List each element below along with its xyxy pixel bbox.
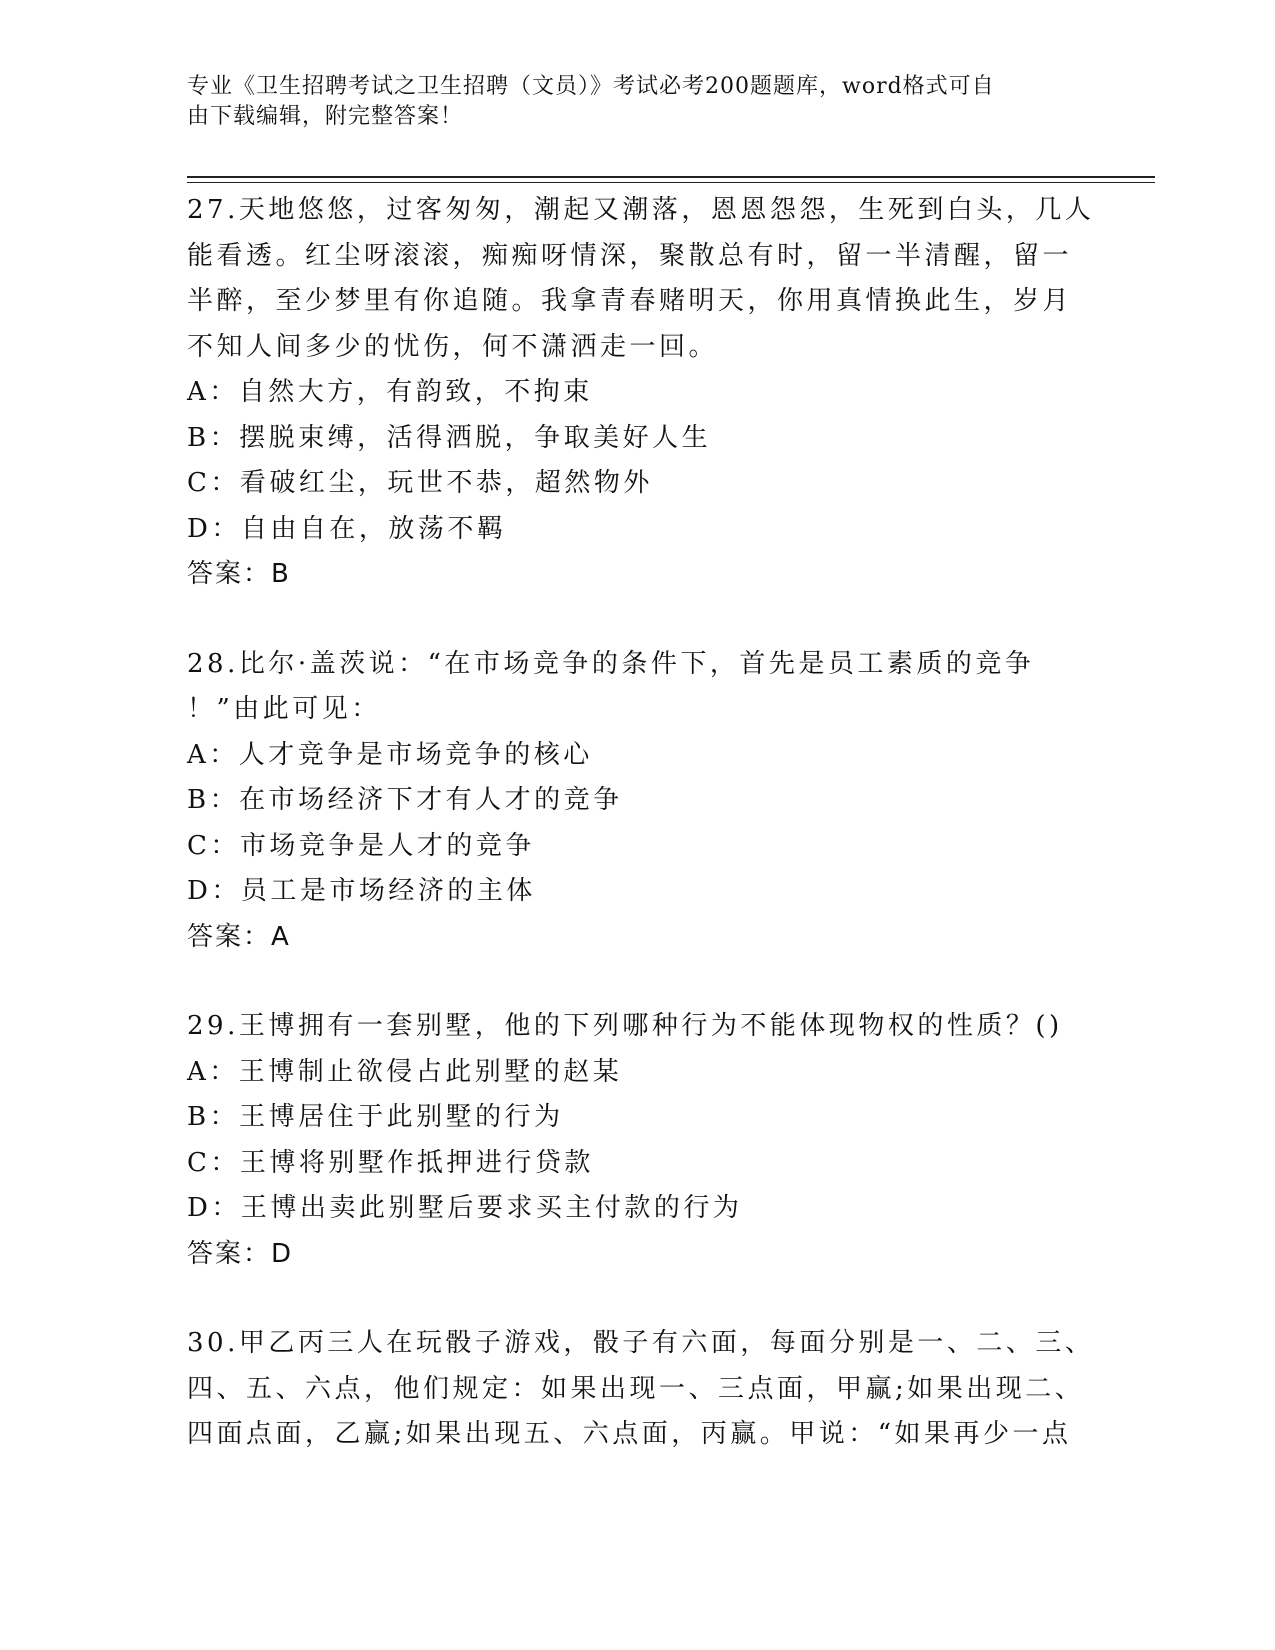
question-stem (187, 642, 1087, 733)
answer: 答案：A (187, 921, 291, 952)
answer: 答案：B (187, 559, 291, 589)
stem-line: 30.甲乙丙三人在玩骰子游戏，骰子有六面，每面分别是一、二、三、 (187, 1328, 1095, 1358)
document-header (187, 72, 1087, 132)
question-stem (187, 1321, 1095, 1458)
option-d: D：自由自在，放荡不羁 (187, 513, 507, 544)
stem-line: 28.比尔·盖茨说：“在市场竞争的条件下，首先是员工素质的竞争 (187, 648, 1035, 679)
question-stem (187, 188, 1095, 370)
stem-line: 27.天地悠悠，过客匆匆，潮起又潮落，恩恩怨怨，生死到白头，几人 (187, 195, 1095, 225)
stem-line: 四面点面，乙赢;如果出现五、六点面，丙赢。甲说：“如果再少一点 (187, 1419, 1072, 1449)
header-line: 由下载编辑，附完整答案！ (187, 104, 464, 129)
stem-line: ！”由此可见： (187, 694, 381, 724)
option-c: C：看破红尘，玩世不恭，超然物外 (187, 468, 653, 498)
question-29 (187, 1004, 1087, 1277)
option-a: A：王博制止欲侵占此别墅的赵某 (187, 1056, 623, 1087)
option-a: A：自然大方，有韵致，不拘束 (187, 377, 593, 407)
question-27 (187, 188, 1095, 598)
question-list (187, 188, 1095, 1502)
header-rule-thin (187, 182, 1155, 183)
stem-line: 不知人间多少的忧伤，何不潇洒走一回。 (187, 331, 719, 362)
option-b: B：在市场经济下才有人才的竞争 (187, 785, 623, 815)
option-c: C：市场竞争是人才的竞争 (187, 830, 535, 861)
question-stem (187, 1004, 1087, 1050)
question-30 (187, 1321, 1095, 1458)
stem-line: 四、五、六点，他们规定：如果出现一、三点面，甲赢;如果出现二、 (187, 1373, 1085, 1404)
option-d: D：王博出卖此别墅后要求买主付款的行为 (187, 1193, 743, 1223)
option-b: B：摆脱束缚，活得洒脱，争取美好人生 (187, 422, 712, 453)
option-b: B：王博居住于此别墅的行为 (187, 1102, 564, 1132)
stem-line: 半醉，至少梦里有你追随。我拿青春赌明天，你用真情换此生，岁月 (187, 286, 1073, 316)
header-rule-thick (187, 176, 1155, 178)
stem-line: 29.王博拥有一套别墅，他的下列哪种行为不能体现物权的性质？() (187, 1011, 1063, 1041)
header-line: 专业《卫生招聘考试之卫生招聘（文员）》考试必考200题题库，word格式可自 (187, 74, 995, 99)
question-28 (187, 642, 1087, 961)
option-d: D：员工是市场经济的主体 (187, 876, 536, 906)
answer: 答案：D (187, 1238, 294, 1269)
option-a: A：人才竞争是市场竞争的核心 (187, 739, 593, 770)
option-c: C：王博将别墅作抵押进行贷款 (187, 1147, 594, 1178)
stem-line: 能看透。红尘呀滚滚，痴痴呀情深，聚散总有时，留一半清醒，留一 (187, 240, 1073, 271)
